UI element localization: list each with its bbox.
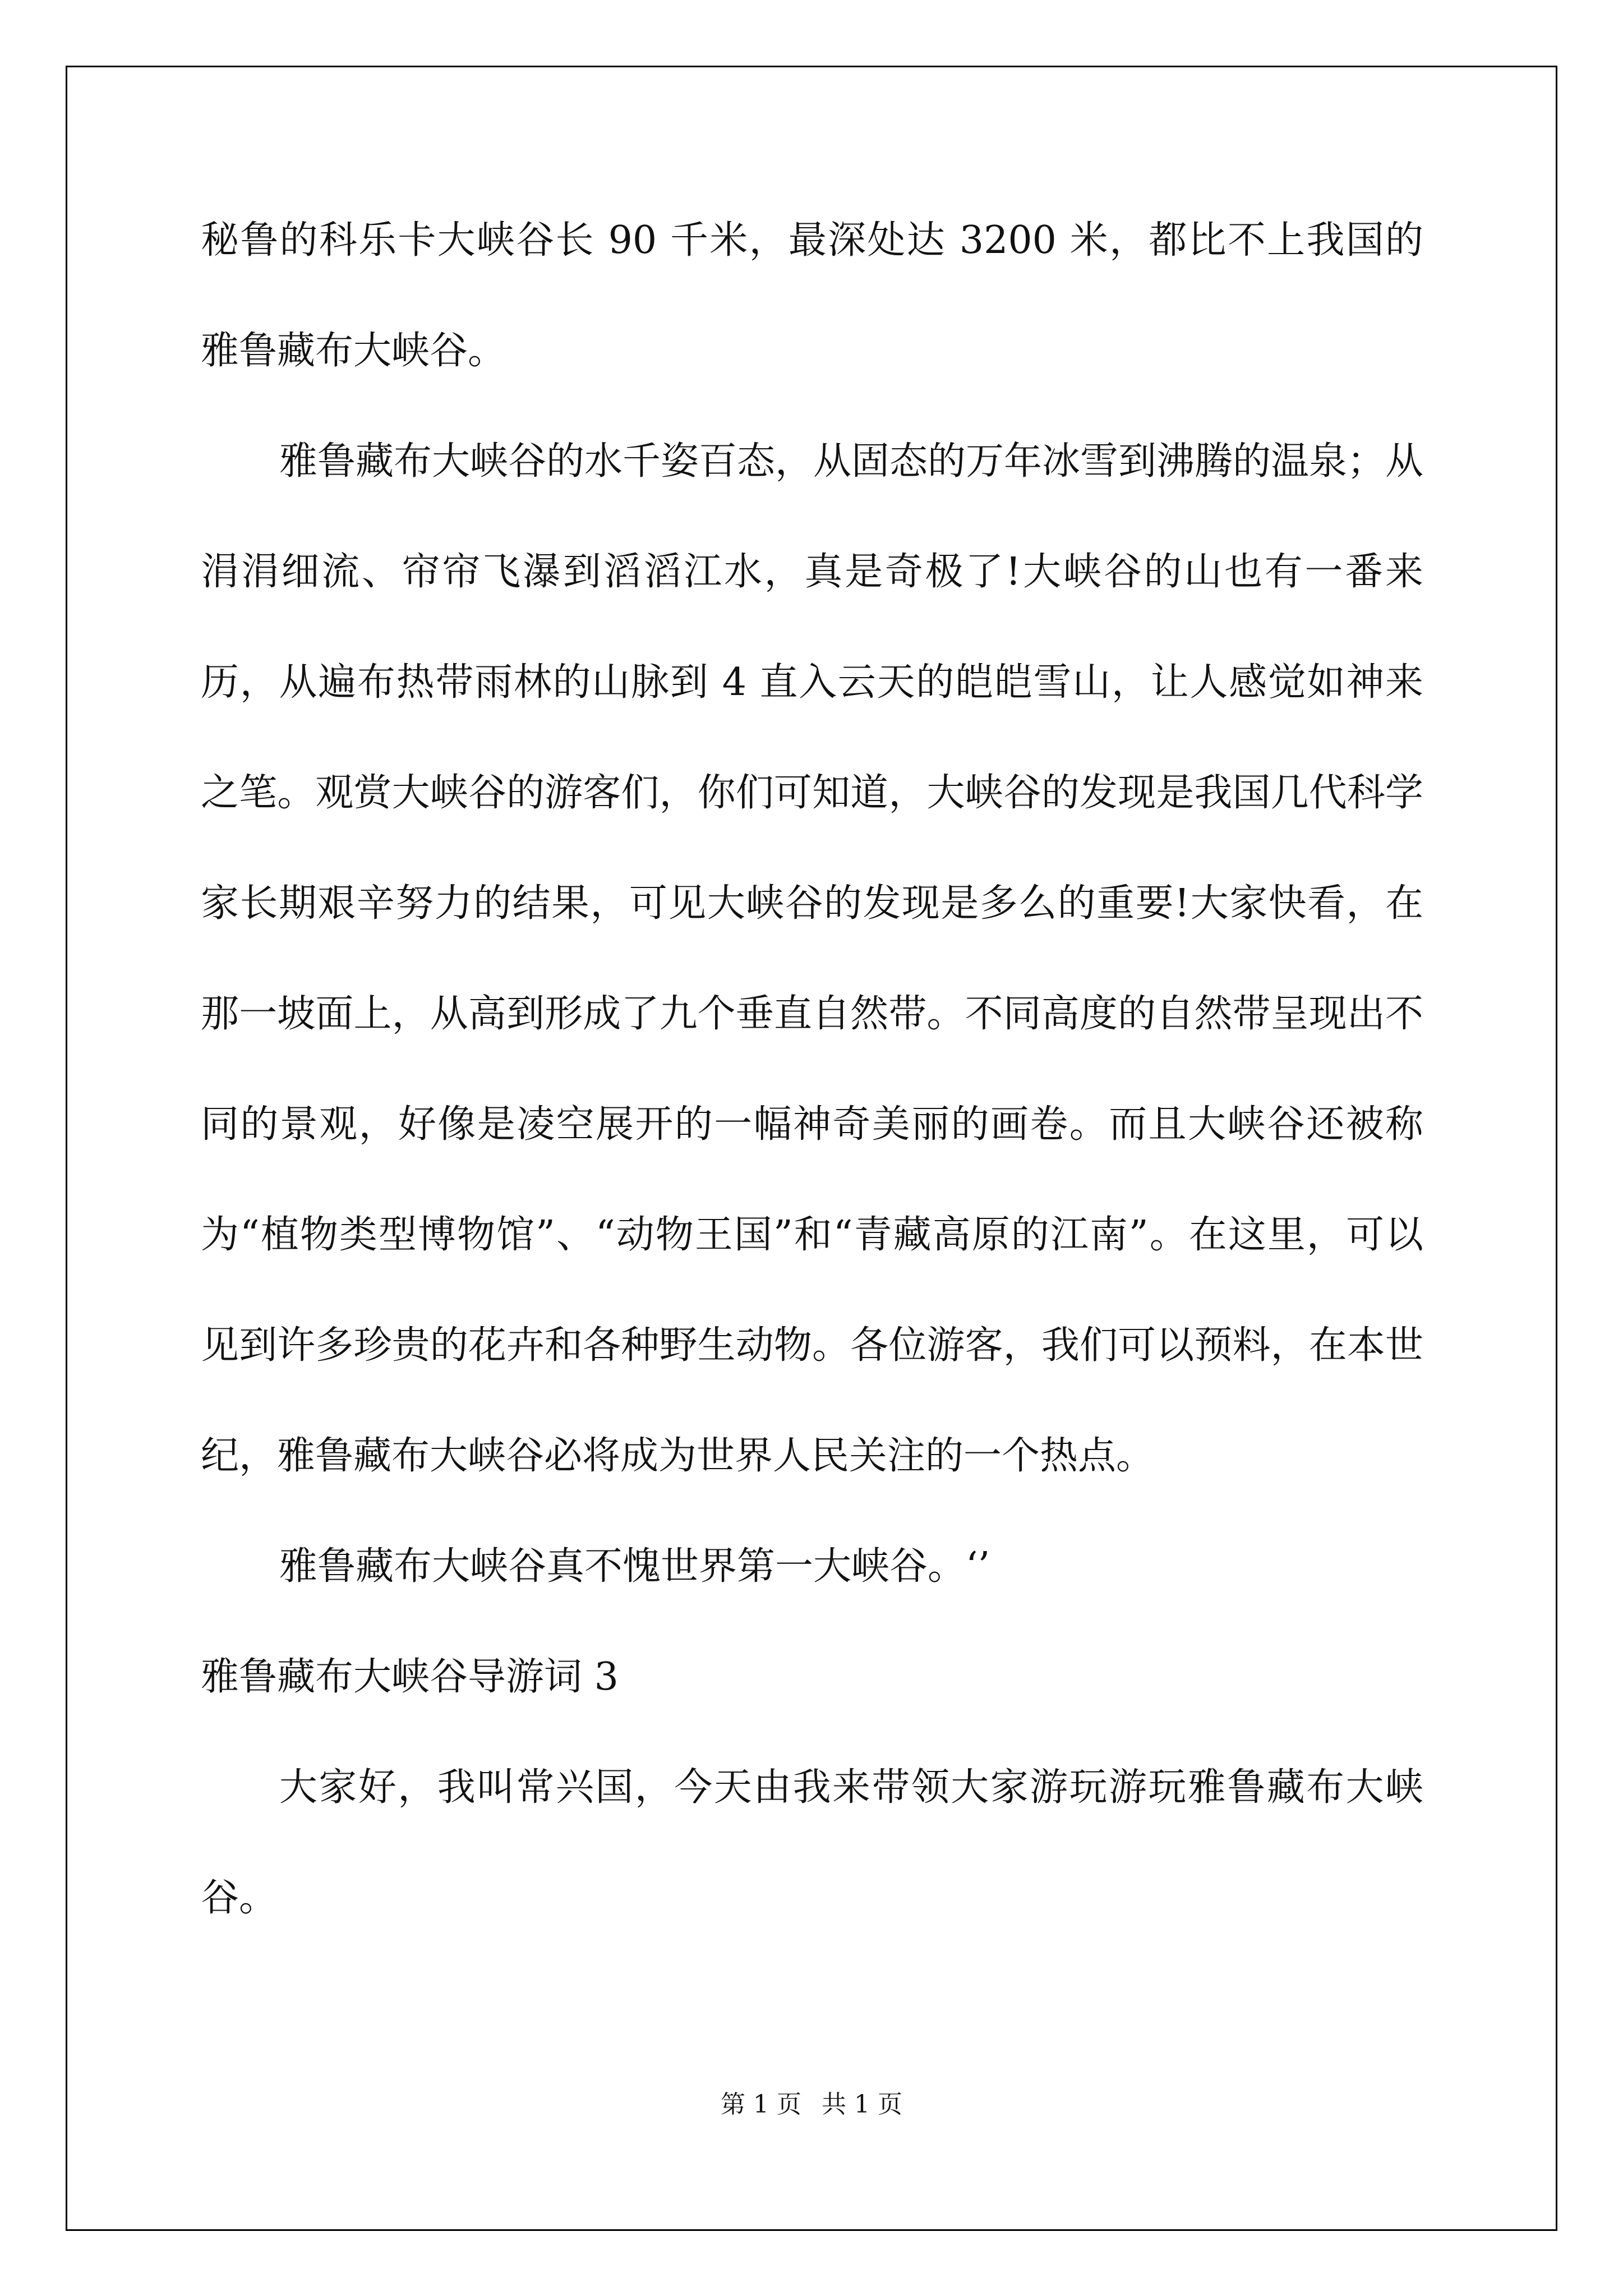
paragraph: 大家好，我叫常兴国，今天由我来带领大家游玩游玩雅鲁藏布大峡谷。 — [201, 1765, 1423, 1920]
page-total: 共 1 页 — [822, 2090, 902, 2119]
paragraph: 雅鲁藏布大峡谷真不愧世界第一大峡谷。‘’ — [279, 1544, 990, 1589]
page-footer — [0, 2084, 1623, 2120]
paragraph: 雅鲁藏布大峡谷的水千姿百态，从固态的万年冰雪到沸腾的温泉；从涓涓细流、帘帘飞瀑到滔滔江水，真是奇极了!大峡谷的山也有一番来历，从遍布热带雨林的山脉到 4 直入云天的皑皑雪山，让人感觉如神来之笔。观赏大峡谷的游客们，你们可知道，大峡谷的发现是我国几代科学家长期艰辛努力的结果，可见大峡谷的发现是多么的重要!大家快看，在那一坡面上，从高到形成了九个垂直自然带。不同高度的自然带呈现出不同的景观，好像是凌空展开的一幅神奇美丽的画卷。而且大峡谷还被称为“植物类型博物馆”、“动物王国”和“青藏高原的江南”。在这里，可以见到许多珍贵的花卉和各种野生动物。各位游客，我们可以预料，在本世纪，雅鲁藏布大峡谷必将成为世界人民关注的一个热点。 — [201, 439, 1424, 1478]
section-title: 雅鲁藏布大峡谷导游词 3 — [201, 1655, 619, 1699]
page-number: 第 1 页 — [721, 2090, 801, 2119]
document-body — [201, 185, 1423, 1953]
paragraph: 秘鲁的科乐卡大峡谷长 90 千米，最深处达 3200 米，都比不上我国的雅鲁藏布大峡谷。 — [201, 218, 1423, 373]
